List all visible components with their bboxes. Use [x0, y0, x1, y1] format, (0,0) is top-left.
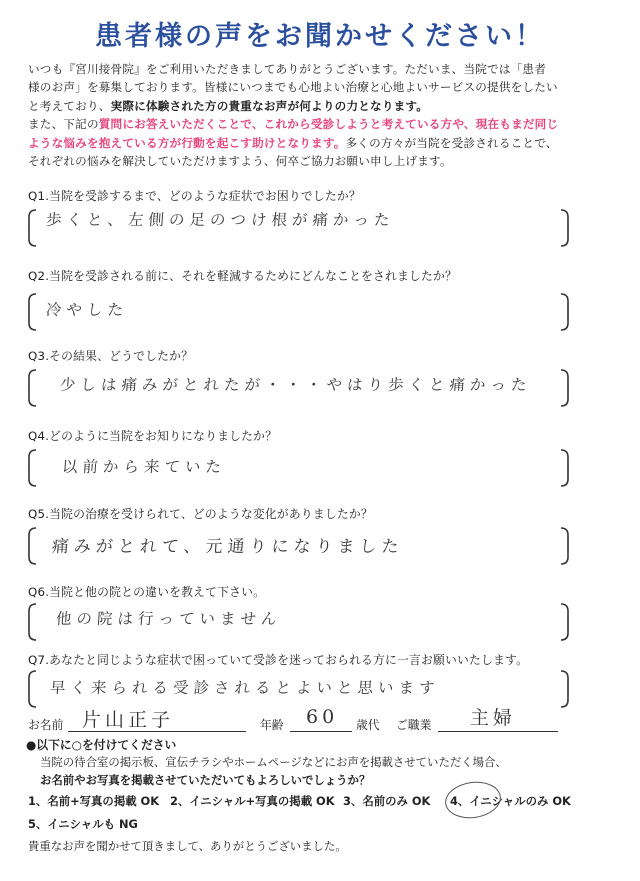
intro-line: それぞれの悩みを解決していただけますよう、何卒ご協力お願い申し上げます。	[28, 154, 452, 169]
intro-line: ような悩みを抱えている方が行動を起こす助けとなります。多くの方々が当院を受診されることで、	[28, 135, 558, 150]
job-value: 主婦	[470, 707, 517, 729]
selected-option-circle	[443, 778, 503, 821]
job-underline	[438, 731, 558, 732]
age-underline	[290, 731, 352, 732]
question-4: Q4.どのように当院をお知りになりましたか？	[28, 429, 278, 443]
option-4[interactable]: 4、イニシャルのみ OK	[450, 794, 571, 808]
answer-4: 以前から来ていた	[61, 458, 227, 476]
age-value: 60	[306, 706, 339, 728]
job-label: ご職業	[396, 718, 432, 732]
answer-1: 歩くと、左側の足のつけ根が痛かった	[45, 211, 396, 229]
closing-text: 貴重なお声を聞かせて頂きまして、ありがとうございました。	[28, 839, 347, 853]
intro-line: と考えており、実際に体験された方の貴重なお声が何よりの力となります。	[28, 98, 429, 113]
consent-heading: ●以下に○を付けてください	[26, 738, 177, 752]
intro-line: また、下記の質問にお答えいただくことで、これから受診しようと考えている方や、現在もまだ同じ	[28, 117, 559, 132]
name-underline	[68, 731, 246, 732]
name-label: お名前	[28, 718, 64, 732]
intro-text	[28, 60, 628, 170]
name-value: 片山正子	[82, 709, 175, 731]
answer-5: 痛みがとれて、元通りになりました	[51, 537, 405, 557]
option-2[interactable]: 2、イニシャル+写真の掲載 OK	[170, 794, 335, 808]
question-3: Q3.その結果、どうでしたか？	[28, 349, 194, 363]
option-5[interactable]: 5、イニシャルも NG	[28, 817, 138, 831]
option-3[interactable]: 3、名前のみ OK	[343, 794, 431, 808]
question-1: Q1.当院を受診するまで、どのような症状でお困りでしたか？	[28, 189, 361, 203]
option-1[interactable]: 1、名前+写真の掲載 OK	[28, 794, 160, 808]
question-5: Q5.当院の治療を受けられて、どのような変化がありましたか？	[28, 507, 373, 521]
answer-7: 早く来られる受診されるとよいと思います	[49, 679, 441, 697]
question-2: Q2.当院を受診される前に、それを軽減するためにどんなことをされましたか？	[28, 269, 458, 283]
answer-6: 他の院は行っていません	[55, 610, 283, 628]
page-title: 患者様の声をお聞かせください！	[95, 21, 545, 52]
age-suffix: 歳代	[356, 718, 380, 732]
question-6: Q6.当院と他の院との違いを教えて下さい。	[28, 585, 266, 599]
age-label: 年齢	[260, 718, 284, 732]
consent-line-1: 当院の待合室の掲示板、宣伝チラシやホームページなどにお声を掲載させていただく場合、	[40, 755, 507, 769]
answer-3: 少しは痛みがとれたが・・・やはり歩くと痛かった	[59, 376, 533, 394]
question-7: Q7.あなたと同じような症状で困っていて受診を迷っておられる方に一言お願いいたします。	[28, 653, 529, 667]
consent-line-2: お名前やお写真を掲載させていただいてもよろしいでしょうか？	[40, 773, 371, 787]
intro-line: 様のお声」を募集しております。皆様にいつまでも心地よい治療と心地よいサービスの提供をしたい	[28, 80, 558, 95]
intro-line: いつも『宮川接骨院』をご利用いただきましてありがとうございます。ただいま、当院では「患者	[28, 62, 547, 76]
answer-2: 冷やした	[45, 301, 129, 319]
